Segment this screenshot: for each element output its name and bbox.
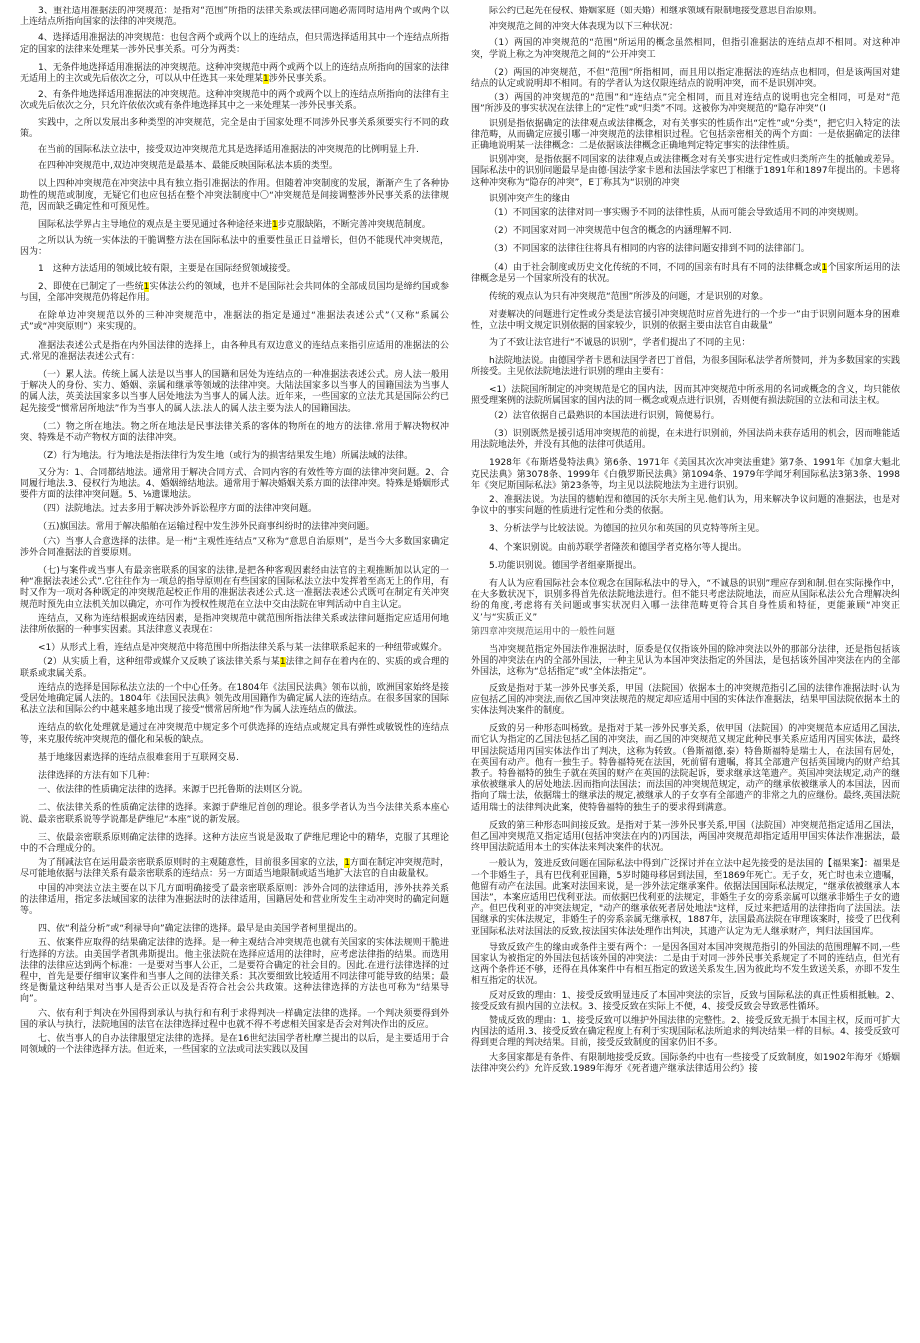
paragraph: （3）两国的冲突规范的“范围”和“连结点”完全相同，而且对连结点的说明也完全相同，可是对“范围”所涉及的事实状况在法律上的“定性”或“归类”不同。这被你为冲突规范的“隐存冲突”（I bbox=[471, 93, 900, 115]
paragraph: （2）不同国家对同一冲突规范中包含的概念的内涵理解不同. bbox=[489, 226, 732, 237]
paragraph: 连结点的软化处理就是通过在冲突规范中规定多个可供选择的连结点或规定具有弹性或敏锐性的连结点等，来克服传统冲突规范的僵化和呆板的缺点。 bbox=[20, 723, 449, 745]
paragraph bbox=[20, 282, 449, 304]
paragraph: （七)与案件或当事人有最亲密联系的国家的法律,是把各种客观因素经由法官的主观推断加以认定的一种“准据法表述公式”.它往往作为一项总的指导原则在有些国家的国际私法立法中发挥着至高无上的作用，有时又作为一项对各种既定的冲突规范起校正作用的准据法表述公式.这一准据法表述公式既可在制定有关冲突规范时预先由立法机关加以确定，亦可作为授权性规范在立法中交由法院在审判活动中自主认定。 bbox=[20, 565, 449, 610]
paragraph-text: 实体法公约的领域，也并不是国际社会共同体的全部成员国均是缔约国或参与国，全部冲突规范仍将起作用。 bbox=[20, 281, 449, 304]
paragraph: （六）当事人合意选择的法律。是一桁“主观性连结点”又称为“意思自治原则”，是当今大多数国家确定涉外合同准据法的首要原则。 bbox=[20, 536, 449, 558]
right-column bbox=[471, 6, 900, 1338]
paragraph: 赞成反致的理由：1、接受反致可以维护外国法律的完整性。2、接受反致无损于本国主权，反而可扩大内国法的适用.3、接受反致在确定程度上有利于实现国际私法所追求的判决结果一样的目标。4、接受反致可得到更合理的判决结果。目前，接受反致制度的国家仍旧不多。 bbox=[471, 1016, 900, 1049]
paragraph: 导致反致产生的缘由或条件主要有两个：一是因各国对本国冲突规范指引的外国法的范围理解不同,一些国家认为被指定的外国法包括该外国的冲突法：二是由于对同一涉外民事关系规定了不同的连结点，但光有这两个条件还不够，还得在具体案件中有相互指定的致送关系发生,因为彼此均不发生致送关系，亦即不发生相互指定的状况。 bbox=[471, 942, 900, 987]
paragraph: （1）两国的冲突规范的“范围”所运用的概念虽然相同，但指引准据法的连结点却不相同。对这种冲突，学说上称之为冲突规范之间的“公开冲突工 bbox=[471, 38, 900, 60]
paragraph-text: 1、无条件地选择适用准据法的冲突规范。这种冲突规范中两个或两个以上的连结点所指向的国家的法律无适用上的主次或先后依次之分，可以从中任选其一来处理某 bbox=[20, 62, 449, 85]
paragraph: （一）累人法。传统上属人法是以当事人的国籍和居处为连结点的一种准据法表述公式。房人法一般用于解决人的身份、实力、婚姻、亲属和继承等领域的法律冲突。大陆法国家多以当事人的国籍国法为当事人的属人法，英美法国家多以当事人居处地法为当事人的属人法。近年来，一些国家的立法尤其是国际公约已起先接受“惯常居所地法”作为当事人的属人法.法人的属人法主要为法人的国籍国法。 bbox=[20, 370, 449, 414]
highlighted-mark: 1 bbox=[279, 657, 286, 668]
paragraph: 法律选择的方法有如下几种： bbox=[38, 770, 156, 781]
paragraph: （二）物之所在地法。物之所在地法是民事法律关系的客体的物所在的地方的法律.常用于解决物权冲突、特殊是不动产物权方面的法律冲突。 bbox=[20, 421, 449, 444]
paragraph: 2、准据法说。为法国的德帕涅和德国的沃尔夫所主见.他们认为，用来解决争议问题的准据法，也是对争议中的事实问题的性质进行定性和分类的依据。 bbox=[471, 494, 900, 517]
paragraph: 连结点的选择是国际私法立法的一个中心任务。在1804年《法国民法典》领布以前，欧洲国家始终是接受居处地确定属人法的。1804年《法国民法典》领先改用国籍作为确定属人法的连结点。在很多国家的国际私法立法和国际公约中越来越多地出现了接受“惯常居所地”作为属人法连结点的做法。 bbox=[20, 682, 449, 716]
paragraph-text: 个国家所运用的法律概念是另一个国家所没有的状况。 bbox=[471, 262, 900, 284]
paragraph: 反对反致的理由：1、接受反致明显违反了本国冲突法的宗旨，反致与国际私法的真正性质相抵触。2、接受反致有损内国的立法权。3、接受反致在实际上不便，4、接受反致会导致恶性循环。 bbox=[471, 990, 900, 1012]
highlighted-mark: 1 bbox=[821, 262, 828, 273]
paragraph: （2）两国的冲突规范，不但“范围”所指相同，而且用以指定准据法的连结点也相同，但是该两国对建结点的认定或说明却不相同。有的学者认为这仅限连结点的说明冲突，而不是识别冲突。 bbox=[471, 67, 900, 90]
paragraph-text: 国际私法学界占主导地位的观点是主要见通过各种途径来进 bbox=[38, 220, 273, 231]
paragraph: 有人认为应看国际社会本位观念在国际私法中的导入，“不诚恳的识别”理应存到和制.但在实际操作中，在大多数状况下，识别多得首先依法院地法进行。但不能只考虑法院地法，而应从国际私法公允合理解决纠纷的角度,考虑将有关问题或事实状况归入哪一法律范畴更符合其自身性质和特征，更能兼顾“冲突正义’与“实质正义” bbox=[471, 578, 900, 623]
paragraph: 对妻解决的问题进行定性或分类是法官援引冲突规范时应首先进行的一个步一”由于识别问题本身的困难性，立法中明文规定识别依据的国家较少，识别的依据主要由法官自由裁量” bbox=[471, 310, 900, 332]
paragraph: 识别冲突产生的缘由 bbox=[489, 193, 571, 204]
paragraph bbox=[471, 263, 900, 285]
paragraph: <1）法院国所制定的冲突规范是它的国内法，因而其冲突规范中所丞用的名词或概念的含义，均只能依照受理案例的法院所属国家的国内法的同一概念或观点进行识别，否则便有损法院国的立法和司法主权。 bbox=[471, 385, 900, 407]
paragraph: 一、依法律的性质确定法律的选择。来源于巴托鲁斯的法则区分说。 bbox=[38, 785, 309, 796]
left-column bbox=[20, 6, 449, 1338]
paragraph: 5.功能识别说。德国学者组豪斯提出。 bbox=[489, 560, 642, 571]
paragraph: 三、依最亲密联系原则确定法律的选择。这种方法应当说是汲取了萨维尼理论中的精华，克服了其理论中的不合理成分的。 bbox=[20, 832, 449, 854]
highlighted-mark: 1 bbox=[272, 220, 278, 231]
paragraph-text: 2、即使在已制定了一些统 bbox=[38, 281, 144, 292]
paragraph: h法院地法说。由德国学者卡恩和法国学者巴丁首倡，为很多国际私法学者所赞同，并为多数国家的实践所接受。主见依法院地法进行识别的理由主要有： bbox=[471, 355, 900, 378]
paragraph: 在四种冲突规范中,双边冲突规范是最基本、最能反映国际私法本质的类型。 bbox=[38, 161, 338, 172]
paragraph: （五)旗国法。常用于解决船舶在运输过程中发生涉外民商事纠纷时的法律冲突问题。 bbox=[38, 522, 375, 533]
paragraph: 在除单边冲突规范以外的三种冲突规范中，准据法的指定是通过“准据法表述公式”（又称“系属公式”或“冲突原则”）来实现的。 bbox=[20, 311, 449, 333]
paragraph: 之所以认为统一实体法的干脆调整方法在国际私法中的重要性虽正日益增长，但仍不能现代冲突规范，因为： bbox=[20, 236, 449, 258]
paragraph: 四、依“利益分析”或“利禄导向”确定法律的选择。最早是由美国学者柯里提出的。 bbox=[38, 924, 363, 935]
paragraph: 七、依当事人的自办法律服望定法律的选择。是在16世纪法国学者杜摩兰提出的以后，是主要适用于合同领域的一个法律选择方法。但近来，一些国家的立法或司法实践以及国 bbox=[20, 1034, 449, 1056]
highlighted-mark: 1 bbox=[143, 281, 150, 292]
paragraph: 准据法表述公式是指在内外国法律的选择上，由各种具有双边意义的连结点来指引应适用的准据法的公式.常见的准据法表述公式有： bbox=[20, 340, 449, 362]
paragraph: 连结点，又称为连结根据或连结因素，是指冲突规范中就范围所指法律关系或法律问题指定应适用何地法律所依据的一种事实因素。其法律意义表现在： bbox=[20, 613, 449, 635]
paragraph: 传统的观点认为只有冲突规范“范围”所涉及的问题，才是识别的对象。 bbox=[489, 292, 769, 303]
paragraph: 识别冲突，是指依据不同国家的法律观点或法律概念对有关事实进行定性或归类所产生的抵触或差异。国际私法中的识别问题最早是由德·国法学家卡恩和法国法学家巴丁相继于1891年和1897年提出的。卡恩将这种冲突称为“隐存的冲突”，E丁称其为“识别的冲突 bbox=[471, 155, 900, 188]
paragraph-text: 为了削减法官在运用最亲密联系原则时的主观随意性，目前很多国家的立法， bbox=[38, 858, 345, 869]
paragraph: 1 这种方法适用的领域比较有限，主要是在国际经贸领域接受。 bbox=[38, 263, 296, 274]
paragraph bbox=[20, 220, 449, 231]
paragraph: 大多国家都是有条件、有限制地接受反致。国际条约中也有一些接受了反致制度，如1902年海牙《婚姻法律冲突公约》允许反致.1989年海牙《死者遗产继承法律适用公约》接 bbox=[471, 1052, 900, 1074]
paragraph-text: （2）从实质上看，这种纽带或媒介又反映了该法律关系与某 bbox=[38, 657, 280, 668]
paragraph: 以上四种冲突规范在冲突法中具有独立指引准据法的作用。但随着冲突制度的发展，渐渐产生了各种协助性的规范或制度，无疑它们也应包括在整个冲突法制度中〇“冲突规范是间接调整涉外民事关系的法律规范，因而缺乏确定性和可预见性。 bbox=[20, 179, 449, 212]
paragraph: 反致是指对于某一涉外民事关系，甲国（法院国）依据本土的冲突规范指引乙国的法律作准据法时·认为应包括乙国的冲突法,而依乙国冲突法规范的规定却应适用中国的实体法作准据法，结果甲国法院依据本土的实体法判决案件的制度。 bbox=[471, 683, 900, 716]
paragraph: （3）不同国家的法律往往将具有相同的内容的法律问题安排到不同的法律部门。 bbox=[489, 244, 810, 255]
paragraph-text: 涉外民事关系。 bbox=[268, 74, 332, 85]
paragraph-text: （4）由于社会制度或历史文化传统的不同，不同的国亲有时具有不同的法律概念或 bbox=[489, 262, 822, 273]
paragraph: 六、依有利于判决在外国得到承认与执行和有利于求得判决一样确定法律的选择。一个判决须要得到外国的承认与执行，法院地国的法官在法律选择过程中也就不得不考虑相关国家是否会对判决作出的反应。 bbox=[20, 1008, 449, 1030]
paragraph bbox=[20, 63, 449, 85]
paragraph: （四）法院地法。过去多用于解决涉外诉讼程序方面的法律冲突问题。 bbox=[38, 504, 318, 515]
paragraph: 为了不致让法官进行“不诚恳的识别”，学者们提出了不同的主见： bbox=[489, 337, 751, 348]
paragraph: 3、分析法学与比较法说。为德国的拉贝尔和英国的贝克特等所主见。 bbox=[489, 524, 765, 535]
paragraph: 反致的第三种形态叫间接反致。是指对于某一涉外民事关系,甲国（法院国）冲突规范指定适用乙国法，但乙国冲突规范又指定适用(包括冲突法在内的)丙国法，两国冲突规范却指定适用甲国实体法作准据法，最终甲国法院适用本土的实体法来判决案件的状况。 bbox=[471, 820, 900, 854]
paragraph: 4、个案识别说。由前苏联学者隆茨和德国学者克格尔等人提出。 bbox=[489, 542, 747, 553]
paragraph: 又分为：1、合同都结地法。通常用于解决合同方式、合同内容的有效性等方面的法律冲突问题。2、合同履行地法.3、侵权行为地法。4、婚姻缔结地法。通常用于解决婚姻关系方面的法律冲突。特殊是婚姻形式要件方面的法律冲突问题。5、⅛遗课地法。 bbox=[20, 467, 449, 500]
paragraph: （2）法官依据自己最熟识的本国法进行识别，简便易行。 bbox=[489, 410, 720, 421]
highlighted-mark: 1 bbox=[263, 74, 269, 85]
paragraph-text: 法律之间存在着内在的、实质的或合理的联系或隶属关系。 bbox=[20, 657, 449, 679]
paragraph: 4、选择适用准据法的冲突规范：也包含两个或两个以上的连结点，但只需选择适用其中一个连结点所指定的国家的法律来处理某一涉外民事关系。可分为两类： bbox=[20, 33, 449, 55]
paragraph: 冲突规范之间的冲突大体表现为以下三种状况： bbox=[489, 22, 679, 33]
paragraph: 2、有条件地选择适用准据法的冲突规范。这种冲突规范中的两个或两个以上的连结点所指向的法律有主次或先后依次之分，只允许依依次或有条件地选择其中之一来处理某一涉外民事关系。 bbox=[20, 90, 449, 112]
paragraph: 3、重社适用准据法的冲突规范：是指对“范围”所指的法律关系或法律问题必需同时适用两个或两个以上连结点所指向国家的法律的冲突规范。 bbox=[20, 6, 449, 28]
paragraph: 实践中，之所以发展出多种类型的冲突规范，完全是由于国家处理不同涉外民事关系须要实行不同的政策。 bbox=[20, 117, 449, 139]
paragraph: （3）识别既然是援引适用冲突规范的前提，在未进行识别前，外国法尚未获存适用的机会，因而唯能适用法院地法外，并没有其他的法律可供适用。 bbox=[471, 428, 900, 451]
paragraph: 当冲突规范指定外国法作准据法时，原委是仅仅指该外国的除冲突法以外的那部分法律，还是指包括该外国的冲突法在内的全部外国法，一种主见认为本国冲突法指定的外国法，是包括该外国冲突法在内的全部外国法，这称为“总括指定”或“全体法指定”。 bbox=[471, 644, 900, 678]
paragraph: 反致的另一种形态叫杨致。是指对于某一涉外民事关系，依甲国（法院国）的冲突规范本应适用乙国法,而它认为指定的乙国法包括乙国的冲突法，而乙国的冲突规范又规定此种民事关系应适用丙国实体法，最终甲国法院适用丙国实体法作出了判决，这称为转致。（鲁斯福德,泰）特鲁斯福特是瑞士人，在法国有居处，在英国有动产。他有一独生子。特鲁福特死在法国，死前留有遗嘱，将其全部遗产包括英国境内的财产给其教子。特鲁福特的独生子就在英国的财产在英国的法院起诉，要求继承这笔遗产。英国冲突法规定,动产的继承依被继承人的居处地法.因而指向法国法；而法国的冲突规范规定，动产的继承依被继承人的本国法，因而指向了瑞士法，依据瑞士的继承法的规定,被继承人的子女享有全部遗产的非常之九的应继份。最终,英国法院适用瑞士的法律判决此案，使特鲁福特的独生子的要求得到满意。 bbox=[471, 724, 900, 813]
paragraph: 识别是指依据确定的法律观点或法律概念，对有关事实的性质作出“定性”或“分类”，把它归入特定的法律范畴，从而确定应援引哪一冲突规范的法律相识过程。它包括亲密相关的两个方面：一是依据确定的法律正确地说明某一法律概念：二是依据该法律概念正确地判定特定事实的法律性质。 bbox=[471, 118, 900, 152]
paragraph bbox=[20, 858, 449, 880]
paragraph: （1）不同国家的法律对同一事实赐予不同的法律性质，从而可能会导致适用不同的冲突规则。 bbox=[489, 208, 864, 219]
paragraph: 五、依案件应取得的结果确定法律的选择。是一种主观结合冲突规范也就有关国家的实体法规则干脆进行选择的方法。由美国学者凯弗斯提出。他主张法院在选择应适用的法律时，应考虑法律指的结果。而选用法律的法律应达到两个标准：一是要对当事人公正，二是要符合确定的社会目的。因此.在进行法律选择的过程中，首先是要仔细审议案件和当事人之间的法律关系：其次要细致比较适用不同法律可能导致的结果；最终是衡量这种结果对当事人是否公正以及是否符合社会公共政策。这种法律选择的方法也可称为“结果导向”。 bbox=[20, 938, 449, 1005]
highlighted-mark: 1 bbox=[344, 858, 350, 869]
paragraph: 二、依法律关系的性质确定法律的选择。来源于萨维尼首创的理论。很多学者认为当今法律关系本座心说、最亲密联系说等学说都是萨维尼“本座”说的新发展。 bbox=[20, 803, 449, 825]
paragraph: 际公约已起先在侵权、婚姻家庭（如夫婚）和继承领域有限制地接受意思自治原则。 bbox=[489, 6, 823, 16]
paragraph: 一般认为，笈进反致问题在国际私法中得到广泛探讨并在立法中起先接受的是法国的【福果案】：福果是一个非婚生子，具有巴伐利亚国籍，5岁时随母移居到法国，至1869年死亡。无子女，死亡时也未立遗嘱，他留有动产在法国。此案对法国来说，是一涉外法定继承案件。依据法国国际私法规定，“继承依被继承人本国法”，本案应适用巴伐利亚法。而依据巴伐利亚的法规定，非婚生子女的旁系亲属可以继承非婚生子女的遗产。但巴伐利亚的冲突法规定，"动产的继承依死者居处地法"这样，反过来把适用的法律指向了法国法。法国继承的实体法规定，非婚生子的旁系亲属无继承权，1887年，法国最高法院在审理该案时，接受了巴伐利亚国际私法对法国法的反致,按法国实体法处理作出判决，其遗产认定为无人继承财产，判归法国国库。 bbox=[471, 859, 900, 937]
paragraph-text: 步克服缺陷，不断完善冲突规范制度。 bbox=[277, 220, 431, 231]
paragraph: 基于地缘因素选择的连结点很难套用于互联网交易. bbox=[38, 752, 239, 763]
paragraph: （Z）行为地法。行为地法是指法律行为发生地（或行为的损害结果发生地）所属法域的法律。 bbox=[38, 451, 414, 462]
paragraph: 中国的冲突法立法主要在以下几方面明确接受了最亲密联系原则：涉外合同的法律适用，涉外扶养关系的法律适用，指定多法域国家的法律为准据法时的法律适用，国籍居处和营业所发生主动冲突时的确定问题等。 bbox=[20, 883, 449, 916]
paragraph: <1）从形式上看，连结点是冲突规范中将范围中所指法律关系与某一法律联系起来的一种纽带或媒介。 bbox=[38, 643, 448, 654]
paragraph-text: 方面在制定冲突规范时，尽可能地依据与法律关系有最亲密联系的连结点：另一方面适当地限制或适当地扩大法官的自由裁量权。 bbox=[20, 858, 449, 880]
paragraph: 1928年《布斯塔曼特法典》第6条、1971年《美国其次次冲突法重建》第7条、1991年《加拿大魁北克民法典》第3078条、1999年《白俄罗斯民法典》第1094条、1979年学闻牙利国际私法3第3条、1998年《突尼斯国际私法》第23条等，均主见以法院地法为主进行识别。 bbox=[471, 458, 900, 491]
section-heading: 第四章冲突规范运用中的一般性问题 bbox=[471, 626, 616, 637]
paragraph bbox=[20, 657, 449, 679]
paragraph: 在当前的国际私法立法中，接受双边冲突规范尤其是选择适用准据法的冲突规范的比例明显上升. bbox=[38, 145, 419, 156]
